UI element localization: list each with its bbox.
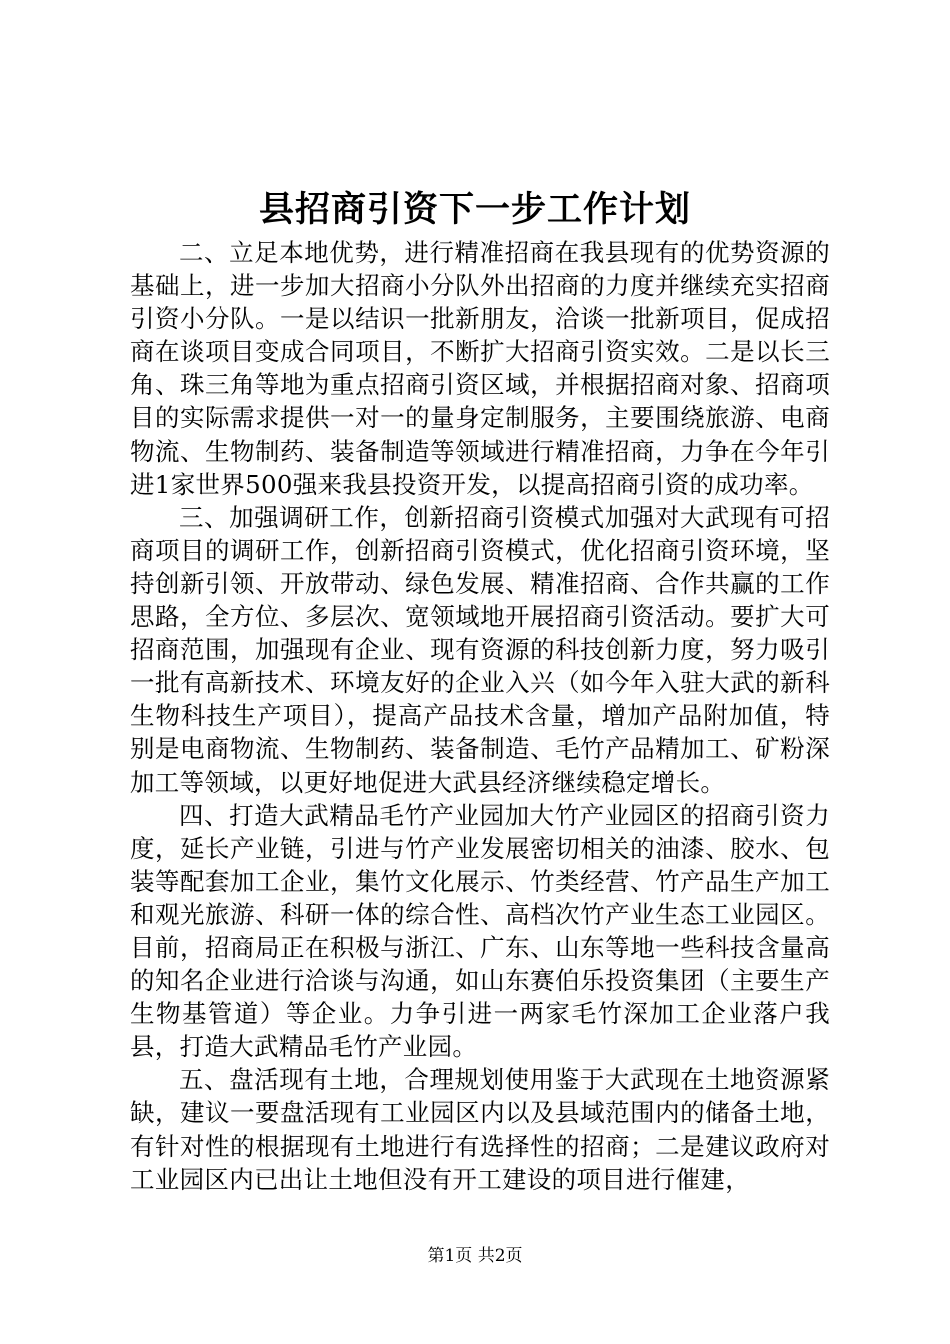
document-title: 县招商引资下一步工作计划 xyxy=(258,189,691,230)
paragraph-2: 二、立足本地优势，进行精准招商在我县现有的优势资源的基础上，进一步加大招商小分队外出招商的力度并继续充实招商引资小分队。一是以结识一批新朋友，洽谈一批新项目，促成招商在谈项目变成合同项目，不断扩大招商引资实效。二是以长三角、珠三角等地为重点招商引资区域，并根据招商对象、招商项目的实际需求提供一对一的量身定制服务，主要围绕旅游、电商物流、生物制药、装备制造等领域进行精准招商，力争在今年引进1家世界500强来我县投资开发，以提高招商引资的成功率。 xyxy=(130,238,830,499)
document-body xyxy=(130,236,830,1196)
paragraph-5: 五、盘活现有土地，合理规划使用鉴于大武现在土地资源紧缺，建议一要盘活现有工业园区内以及县域范围内的储备土地，有针对性的根据现有土地进行有选择性的招商；二是建议政府对工业园区内已出让土地但没有开工建设的项目进行催建， xyxy=(130,1065,830,1194)
paragraph-3: 三、加强调研工作，创新招商引资模式加强对大武现有可招商项目的调研工作，创新招商引资模式，优化招商引资环境，坚持创新引领、开放带动、绿色发展、精准招商、合作共赢的工作思路，全方位、多层次、宽领域地开展招商引资活动。要扩大可招商范围，加强现有企业、现有资源的科技创新力度，努力吸引一批有高新技术、环境友好的企业入兴（如今年入驻大武的新科生物科技生产项目），提高产品技术含量，增加产品附加值，特别是电商物流、生物制药、装备制造、毛竹产品精加工、矿粉深加工等领域，以更好地促进大武县经济继续稳定增长。 xyxy=(130,502,830,797)
page-number-footer: 第1页 共2页 xyxy=(427,1246,523,1266)
paragraph-4: 四、打造大武精品毛竹产业园加大竹产业园区的招商引资力度，延长产业链，引进与竹产业发展密切相关的油漆、胶水、包装等配套加工企业，集竹文化展示、竹类经营、竹产品生产加工和观光旅游、科研一体的综合性、高档次竹产业生态工业园区。目前，招商局正在积极与浙江、广东、山东等地一些科技含量高的知名企业进行洽谈与沟通，如山东赛伯乐投资集团（主要生产生物基管道）等企业。力争引进一两家毛竹深加工企业落户我县，打造大武精品毛竹产业园。 xyxy=(130,800,830,1062)
